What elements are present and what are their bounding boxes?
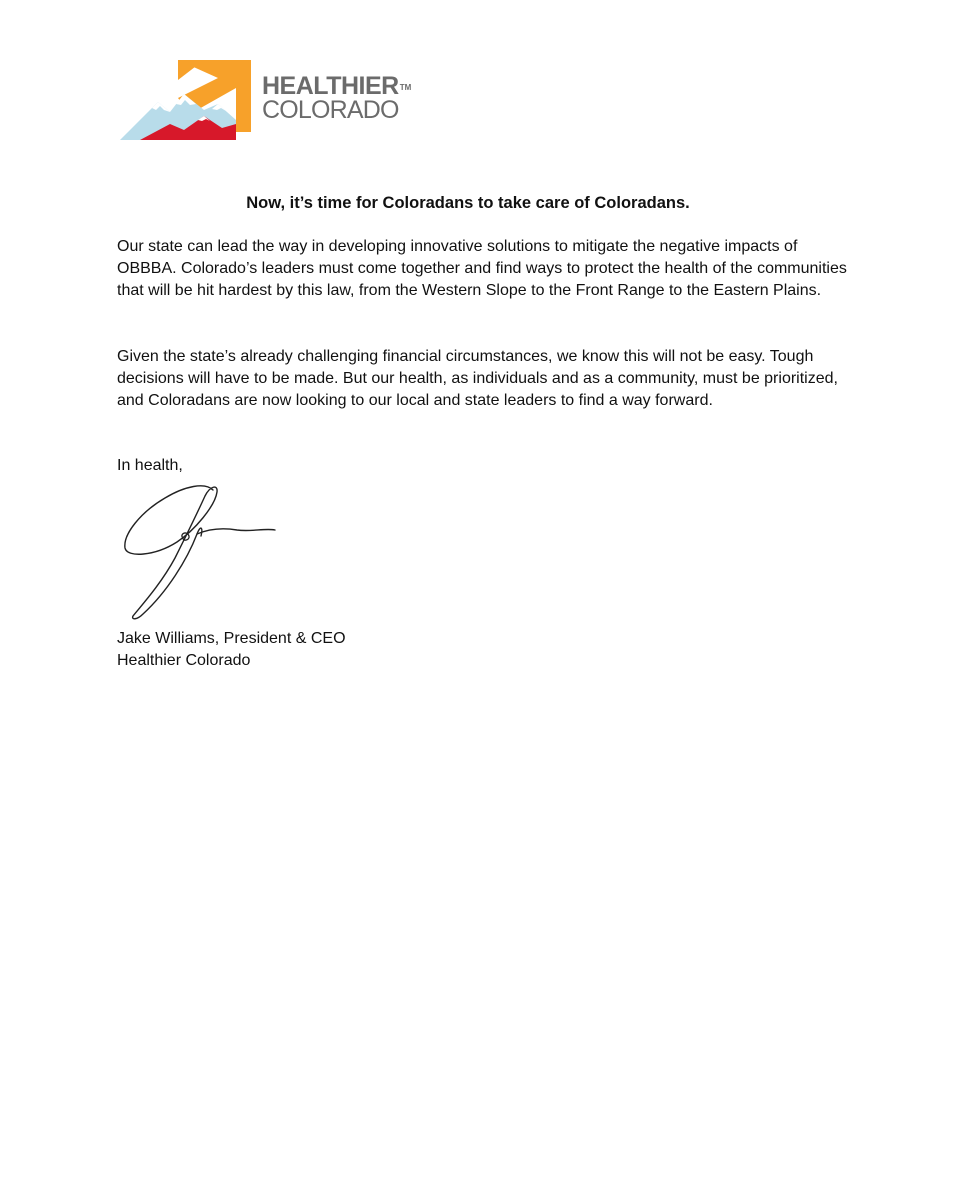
logo-wordmark — [262, 74, 411, 123]
paragraph-2: Given the state’s already challenging financial circumstances, we know this will not be easy. Tough decisions will have to be made. But our health, as individuals and as a community, must be prioritized, and Coloradans are now looking to our local and state leaders to find a way forward. — [117, 348, 838, 409]
signer-name-title: Jake Williams, President & CEO — [117, 630, 346, 647]
handwritten-signature — [115, 478, 285, 626]
trademark-symbol: TM — [399, 83, 412, 92]
signer-organization: Healthier Colorado — [117, 652, 251, 669]
closing-salutation: In health, — [117, 457, 183, 474]
paragraph-1: Our state can lead the way in developing innovative solutions to mitigate the negative impacts of OBBBA. Colorado’s leaders must come together and find ways to protect the health of the communities that will be hit hardest by this law, from the Western Slope to the Front Range to the Eastern Plains. — [117, 238, 847, 299]
healthier-colorado-logo — [118, 58, 418, 148]
letter-heading: Now, it’s time for Coloradans to take care of Coloradans. — [246, 194, 690, 212]
logo-wordmark-line1: HEALTHIER™ — [262, 72, 412, 100]
mountain-arrow-logo-icon — [118, 58, 254, 144]
logo-wordmark-line2: COLORADO — [262, 96, 399, 124]
